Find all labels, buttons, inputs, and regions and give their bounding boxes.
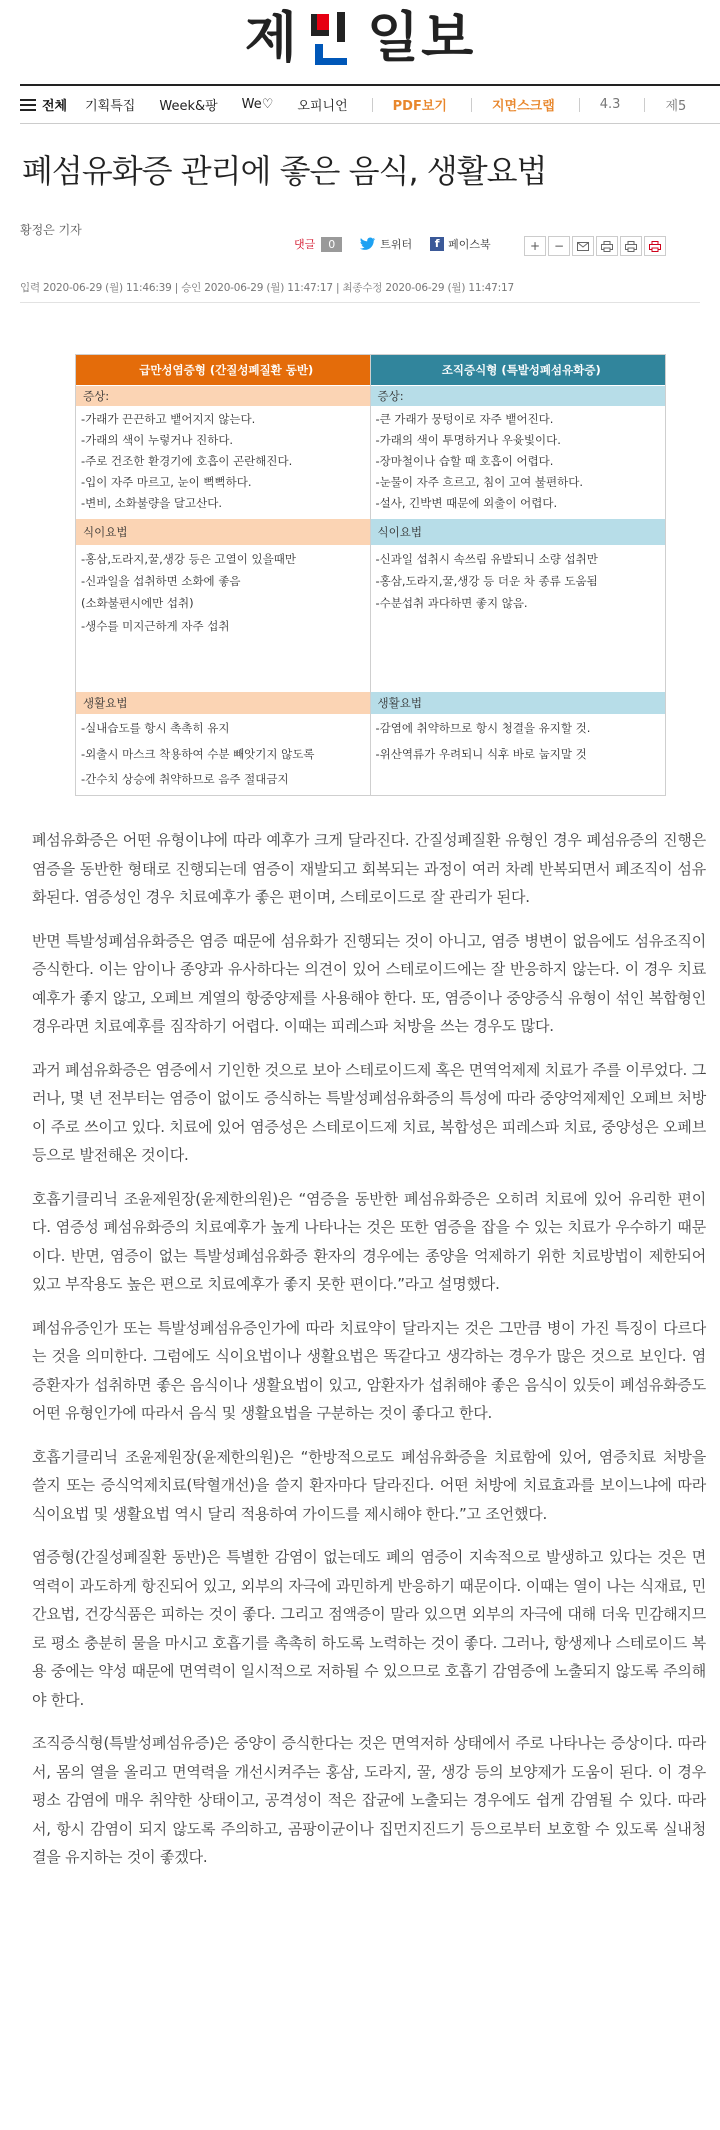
comments-count[interactable]: 0 <box>321 237 342 252</box>
table-cell-left: (소화불편시에만 섭취) <box>76 595 371 611</box>
article-title: 폐섬유화증 관리에 좋은 음식, 생활요법 <box>22 152 547 190</box>
print-icon[interactable] <box>596 236 618 256</box>
nav-item-we[interactable]: We♡ <box>241 97 274 112</box>
email-icon[interactable] <box>572 236 594 256</box>
table-cell-left: -간수치 상승에 취약하므로 음주 절대금지 <box>76 771 371 787</box>
facebook-share-link[interactable]: 페이스북 <box>448 238 491 251</box>
all-menu-button[interactable] <box>20 95 67 114</box>
nav-item-special[interactable]: 기획특집 <box>85 99 136 114</box>
nav-cut-text[interactable]: 제5 <box>665 99 687 114</box>
nav-divider <box>372 98 373 112</box>
article-paragraph: 호흡기클리닉 조윤제원장(윤제한의원)은 “염증을 동반한 폐섬유화증은 오히려 치료에 있어 유리한 편이다. 염증성 폐섬유화증의 치료예후가 높게 나타나는 것은 또한 염증을 잡을 수 있는 치료가 우수하기 때문이다. 반면, 염증이 없는 특발성폐섬유화증 환자의 경우에는 종양을 억제하기 위한 치료방법이 제한되어 있고 부작용도 높은 편으로 치료예후가 좋지 못한 편이다.”라고 설명했다. <box>32 1189 706 1293</box>
section-title-right: 식이요법 <box>371 519 666 545</box>
font-decrease-button[interactable]: − <box>548 236 570 256</box>
nav-item-week[interactable]: Week&팡 <box>159 99 218 114</box>
nav-divider <box>579 98 580 112</box>
table-header-left: 급만성염증형 (간질성폐질환 동반) <box>76 355 371 385</box>
table-cell-left: -외출시 마스크 착용하여 수분 빼앗기지 않도록 <box>76 746 371 762</box>
table-cell-right: -감염에 취약하므로 항시 청결을 유지할 것. <box>375 721 591 735</box>
article-meta-dates: 입력 2020-06-29 (월) 11:46:39 | 승인 2020-06-29 (월) 11:47:17 | 최종수정 2020-06-29 (월) 11:47:17 <box>20 282 514 294</box>
table-cell-left: -실내습도를 항시 촉촉히 유지 <box>76 720 371 736</box>
table-cell-left: -변비, 소화불량을 달고산다. <box>76 495 371 511</box>
table-cell-right: -위산역류가 우려되니 식후 바로 눕지말 것 <box>375 747 587 761</box>
table-cell-left: -가래가 끈끈하고 뱉어지지 않는다. <box>76 411 371 427</box>
logo-min-mark <box>307 10 359 66</box>
article-paragraph: 과거 폐섬유화증은 염증에서 기인한 것으로 보아 스테로이드제 혹은 면역억제제 치료가 주를 이루었다. 그러나, 몇 년 전부터는 염증이 없이도 증식하는 특발성폐섬유화증의 특성에 따라 중양억제제인 오페브 처방이 주로 쓰이고 있다. 치료에 있어 염증성은 스테로이드제 치료, 복합성은 피레스파 치료, 중양성은 오페브 등으로 발전해온 것이다. <box>32 1060 706 1164</box>
logo-text-left: 제 <box>244 6 299 69</box>
table-cell-right: -신과일 섭취시 속쓰림 유발되니 소량 섭취만 <box>375 552 598 566</box>
article-paragraph: 호흡기클리닉 조윤제원장(윤제한의원)은 “한방적으로도 폐섬유화증을 치료함에 있어, 염증치료 처방을 쓸지 또는 증식억제치료(탁혈개선)을 쓸지 환자마다 달라진다. 어떤 처방에 치료효과를 보이느냐에 따라 식이요법 및 생활요법 역시 달리 적용하여 가이드를 제시해야 한다.”고 조언했다. <box>32 1447 706 1523</box>
all-menu-label: 전체 <box>42 99 68 114</box>
table-cell-right <box>371 618 666 634</box>
main-nav <box>20 84 720 124</box>
table-cell-right: -홍삼,도라지,꿀,생강 등 더운 차 종류 도움됨 <box>375 574 598 588</box>
table-cell-left: -신과일을 섭취하면 소화에 좋음 <box>76 573 371 589</box>
table-cell-left: -홍삼,도라지,꿀,생강 등은 고열이 있을때만 <box>76 551 371 567</box>
article-tools <box>524 236 668 256</box>
article-paragraph: 반면 특발성폐섬유화증은 염증 때문에 섬유화가 진행되는 것이 아니고, 염증 병변이 없음에도 섬유조직이 증식한다. 이는 암이나 종양과 유사하다는 의견이 있어 스테로이드에는 잘 반응하지 않는다. 이 경우 치료예후가 좋지 않고, 오페브 계열의 항중양제를 사용해야 한다. 또, 염증이나 중양증식 유형이 섞인 복합형인 경우라면 치료예후를 짐작하기 어렵다. 이때는 피레스파 처방을 쓰는 경우도 많다. <box>32 931 706 1035</box>
section-title-left: 증상: <box>76 386 371 406</box>
nav-divider <box>644 98 645 112</box>
table-cell-right: -수분섭취 과다하면 좋지 않음. <box>375 596 528 610</box>
comments-label[interactable]: 댓글 <box>294 238 316 251</box>
section-title-left: 식이요법 <box>76 519 371 545</box>
site-logo[interactable] <box>0 4 720 72</box>
article-paragraph: 폐섬유화증은 어떤 유형이냐에 따라 예후가 크게 달라진다. 간질성폐질환 유형인 경우 폐섬유증의 진행은 염증을 동반한 형태로 진행되는데 염증이 재발되고 회복되는 과정이 여러 차례 반복되면서 폐조직이 섬유화된다. 염증성인 경우 치료예후가 좋은 편이며, 스테로이드로 잘 관리가 된다. <box>32 831 706 906</box>
section-title-right: 생활요법 <box>371 692 666 714</box>
twitter-icon[interactable] <box>360 237 376 251</box>
nav-date-number: 4.3 <box>599 97 621 112</box>
nav-item-opinion[interactable]: 오피니언 <box>297 99 348 114</box>
share-bar <box>294 236 509 252</box>
table-cell-right: -눈물이 자주 흐르고, 침이 고여 불편하다. <box>375 475 583 489</box>
font-increase-button[interactable]: + <box>524 236 546 256</box>
table-header-right: 조직증식형 (특발성폐섬유화증) <box>371 355 666 385</box>
meta-divider <box>20 302 700 303</box>
article-paragraph: 조직증식형(특발성폐섬유증)은 중양이 증식한다는 것은 면역저하 상태에서 주로 나타나는 증상이다. 따라서, 몸의 열을 올리고 면역력을 개선시켜주는 홍삼, 도라지, 꿀, 생강 등의 보양제가 도움이 된다. 이 경우 평소 감염에 매우 취약한 상태이고, 공격성이 적은 잡균에 노출되는 경우에도 쉽게 감염될 수 있다. 따라서, 항시 감염이 되지 않도록 주의하고, 곰팡이균이나 집먼지진드기 등으로부터 보호할 수 있도록 실내청결을 유지하는 것이 좋겠다. <box>32 1734 706 1866</box>
diet-lifestyle-table <box>75 354 666 796</box>
nav-divider <box>471 98 472 112</box>
table-divider <box>370 355 371 795</box>
article-paragraph: 염증형(간질성폐질환 동반)은 특별한 감염이 없는데도 폐의 염증이 지속적으로 발생하고 있다는 것은 면역력이 과도하게 항진되어 있고, 외부의 자극에 과민하게 반응하기 때문이다. 이때는 열이 나는 식재료, 민간요법, 건강식품은 피하는 것이 좋다. 그리고 점액증이 말라 있으면 외부의 자극에 대해 더욱 민감해지므로 평소 충분히 물을 마시고 호흡기를 촉촉히 하도록 노력하는 것이 좋다. 그러나, 항생제나 스테로이드 복용 중에는 약성 때문에 면역력이 일시적으로 저하될 수 있으므로 호흡기 감염증에 노출되지 않도록 주의해야 한다. <box>32 1548 706 1709</box>
nav-scrap-link[interactable]: 지면스크랩 <box>491 99 555 114</box>
logo-text-right: 일보 <box>366 6 476 69</box>
article-paragraph: 폐섬유증인가 또는 특발성폐섬유증인가에 따라 치료약이 달라지는 것은 그만큼 병이 가진 특징이 다르다는 것을 의미한다. 그럼에도 식이요법이나 생활요법은 똑같다고 생각하는 경우가 많은 것으로 보인다. 염증환자가 섭취하면 좋은 음식이나 생활요법이 있고, 암환자가 섭취해야 좋은 음식이 있듯이 폐섬유화증도 어떤 유형인가에 따라서 음식 및 생활요법을 구분하는 것이 좋다고 한다. <box>32 1318 706 1422</box>
scrap-icon[interactable] <box>620 236 642 256</box>
table-cell-left: -가래의 색이 누렇거나 진하다. <box>76 432 371 448</box>
table-cell-left: -생수를 미지근하게 자주 섭취 <box>76 618 371 634</box>
article-body <box>32 826 706 1887</box>
table-cell-right: -큰 가래가 뭉텅이로 자주 뱉어진다. <box>375 412 554 426</box>
section-title-right: 증상: <box>371 386 666 406</box>
table-cell-left: -주로 건조한 환경기에 호흡이 곤란해진다. <box>76 453 371 469</box>
table-cell-right: -장마철이나 습할 때 호흡이 어렵다. <box>375 454 554 468</box>
table-cell-right <box>371 771 666 787</box>
nav-pdf-link[interactable]: PDF보기 <box>392 99 447 114</box>
twitter-share-link[interactable]: 트위터 <box>380 238 413 251</box>
report-icon[interactable] <box>644 236 666 256</box>
table-cell-right: -설사, 긴박변 때문에 외출이 어렵다. <box>375 496 558 510</box>
facebook-icon[interactable]: f <box>430 237 444 251</box>
table-cell-left: -입이 자주 마르고, 눈이 뻑뻑하다. <box>76 474 371 490</box>
section-title-left: 생활요법 <box>76 692 371 714</box>
hamburger-icon <box>20 99 36 111</box>
article-byline[interactable]: 황정은 기자 <box>20 223 82 237</box>
table-cell-right: -가래의 색이 투명하거나 우윳빛이다. <box>375 433 561 447</box>
